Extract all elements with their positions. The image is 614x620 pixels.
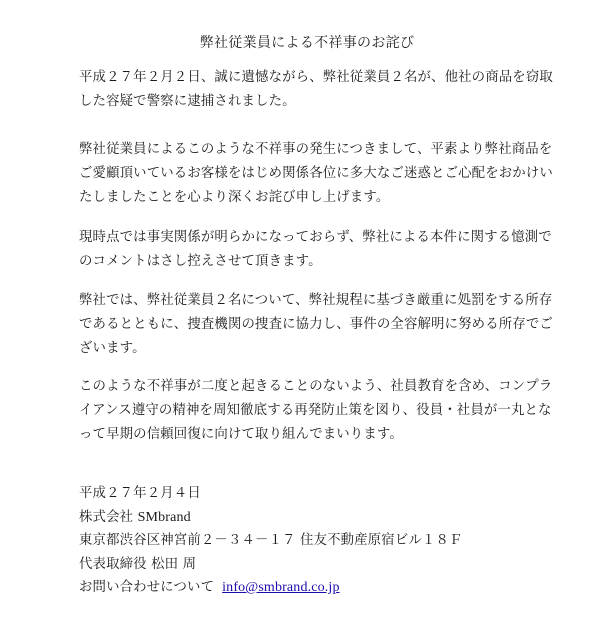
issue-date: 平成２７年２月４日 <box>79 486 201 501</box>
contact-label: お問い合わせについて <box>79 580 215 595</box>
paragraph-line: であるとともに、捜査機関の捜査に協力し、事件の全容解明に努める所存でご <box>79 317 553 332</box>
company-prefix: 株式会社 <box>79 509 138 525</box>
paragraph-line: ざいます。 <box>79 341 146 356</box>
representative: 代表取締役 松田 周 <box>79 556 197 572</box>
page-title: 弊社従業員による不祥事のお詫び <box>199 35 415 51</box>
paragraph-line: このような不祥事が二度と起きることのないよう、社員教育を含め、コンプラ <box>79 379 553 394</box>
paragraph-line: 平成２７年２月２日、誠に遺憾ながら、弊社従業員２名が、他社の商品を窃取 <box>79 70 553 85</box>
paragraph-line: たしましたことを心より深くお詫び申し上げます。 <box>79 190 390 205</box>
paragraph-line: のコメントはさし控えさせて頂きます。 <box>79 254 322 269</box>
company-name: SMbrand <box>137 509 191 525</box>
signature-block <box>79 482 463 600</box>
paragraph-line: 現時点では事実関係が明らかになっておらず、弊社による本件に関する憶測で <box>79 230 552 245</box>
paragraph-apology <box>79 138 553 210</box>
paragraph-prevention <box>79 375 553 447</box>
paragraph-arrest <box>79 66 553 114</box>
paragraph-no-comment <box>79 226 552 274</box>
paragraph-line: ご愛顧頂いているお客様をはじめ関係各位に多大なご迷惑とご心配をおかけい <box>79 166 553 181</box>
paragraph-line: イアンス遵守の精神を周知徹底する再発防止策を図り、役員・社員が一丸とな <box>79 403 552 418</box>
company-address: 東京都渋谷区神宮前２－３４－１７ 住友不動産原宿ビル１８Ｆ <box>79 533 463 548</box>
paragraph-line: 弊社従業員によるこのような不祥事の発生につきまして、平素より弊社商品を <box>79 142 553 157</box>
paragraph-line: って早期の信頼回復に向けて取り組んでまいります。 <box>79 427 403 442</box>
paragraph-line: 弊社では、弊社従業員２名について、弊社規程に基づき厳重に処罰をする所存 <box>79 293 553 308</box>
paragraph-disciplinary <box>79 289 553 361</box>
contact-line <box>79 576 463 600</box>
contact-email-link[interactable]: info@smbrand.co.jp <box>222 580 340 595</box>
paragraph-line: した容疑で警察に逮捕されました。 <box>79 94 296 109</box>
company-name-line <box>79 506 463 530</box>
